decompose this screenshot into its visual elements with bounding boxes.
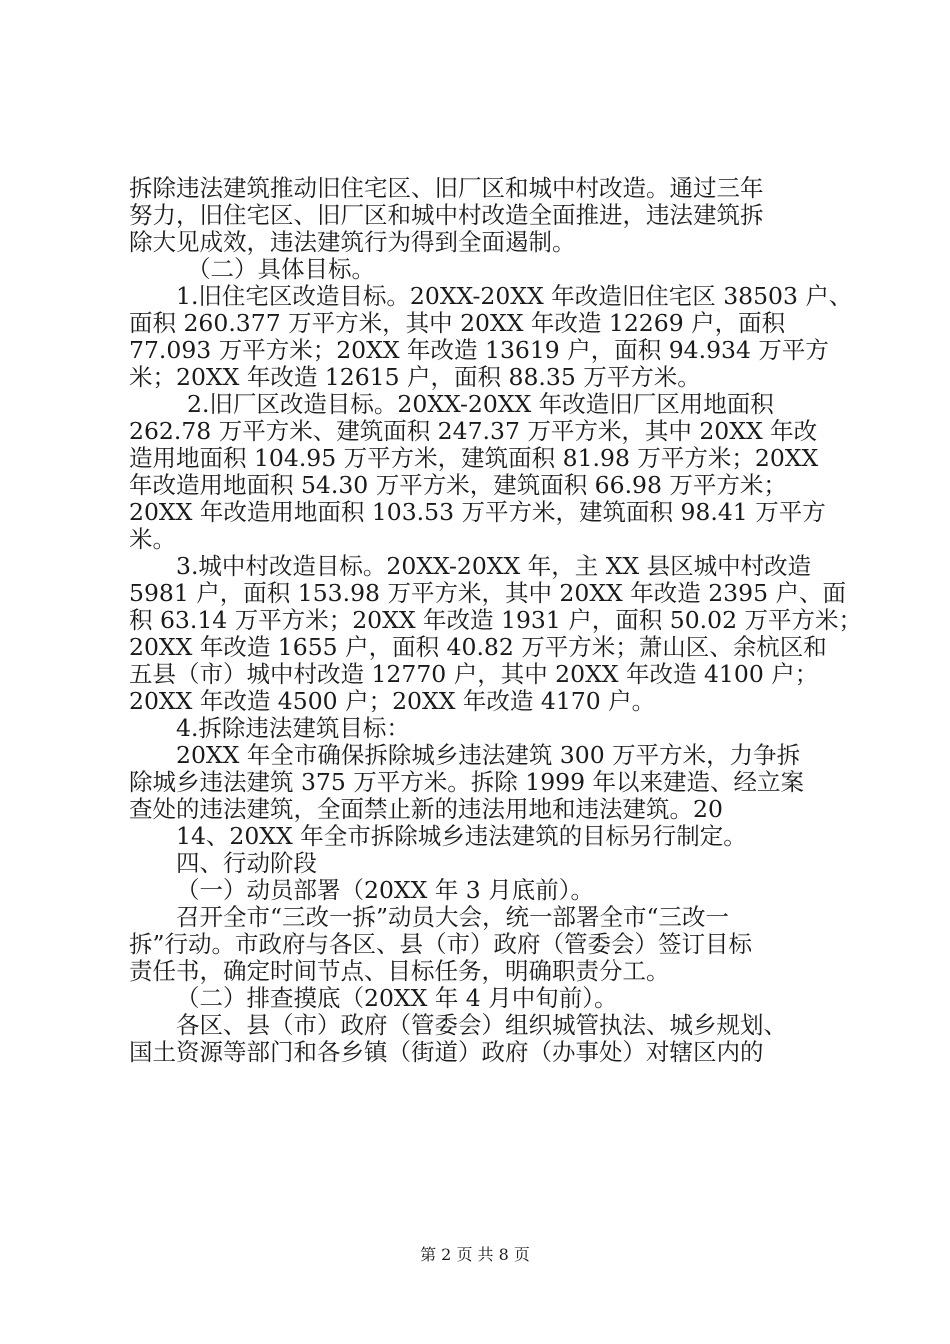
body-line: 77.093 万平方米；20XX 年改造 13619 户，面积 94.934 万平方	[129, 336, 829, 364]
body-line: 除城乡违法建筑 375 万平方米。拆除 1999 年以来建造、经立案	[129, 768, 805, 796]
paragraph-start: 14、20XX 年全市拆除城乡违法建筑的目标另行制定。	[176, 822, 747, 850]
paragraph-start: 3.城中村改造目标。20XX-20XX 年，主 XX 县区城中村改造	[176, 552, 812, 580]
paragraph-start: 召开全市“三改一拆”动员大会，统一部署全市“三改一	[176, 903, 730, 931]
paragraph-start: 4.拆除违法建筑目标：	[176, 714, 410, 742]
body-line: 20XX 年改造 1655 户，面积 40.82 万平方米；萧山区、余杭区和	[129, 633, 827, 661]
body-line: 262.78 万平方米、建筑面积 247.37 万平方米，其中 20XX 年改	[129, 417, 818, 445]
body-line: 年改造用地面积 54.30 万平方米，建筑面积 66.98 万平方米；	[129, 471, 787, 499]
paragraph-start: 各区、县（市）政府（管委会）组织城管执法、城乡规划、	[176, 1011, 787, 1039]
page-footer: 第 2 页 共 8 页	[420, 1245, 530, 1264]
paragraph-start: 1.旧住宅区改造目标。20XX-20XX 年改造旧住宅区 38503 户、	[176, 282, 853, 310]
body-line: 面积 260.377 万平方米，其中 20XX 年改造 12269 户，面积	[129, 309, 786, 337]
body-line: 努力，旧住宅区、旧厂区和城中村改造全面推进，违法建筑拆	[129, 201, 764, 229]
body-line: 拆除违法建筑推动旧住宅区、旧厂区和城中村改造。通过三年	[129, 174, 764, 202]
body-line: 20XX 年改造用地面积 103.53 万平方米，建筑面积 98.41 万平方	[129, 498, 826, 526]
section-heading: 四、行动阶段	[176, 849, 317, 877]
section-heading: （一）动员部署（20XX 年 3 月底前）。	[176, 876, 594, 904]
body-line: 米。	[129, 525, 176, 553]
body-line: 造用地面积 104.95 万平方米，建筑面积 81.98 万平方米；20XX	[129, 444, 819, 472]
body-line: 国土资源等部门和各乡镇（街道）政府（办事处）对辖区内的	[129, 1038, 764, 1066]
body-line: 责任书，确定时间节点、目标任务，明确职责分工。	[129, 957, 670, 985]
body-line: 拆”行动。市政府与各区、县（市）政府（管委会）签订目标	[129, 930, 753, 958]
body-line: 除大见成效，违法建筑行为得到全面遏制。	[129, 228, 576, 256]
paragraph-start: 2.旧厂区改造目标。20XX-20XX 年改造旧厂区用地面积	[187, 390, 774, 418]
paragraph-start: 20XX 年全市确保拆除城乡违法建筑 300 万平方米，力争拆	[176, 741, 801, 769]
body-line: 米；20XX 年改造 12615 户，面积 88.35 万平方米。	[129, 363, 701, 391]
body-line: 5981 户，面积 153.98 万平方米，其中 20XX 年改造 2395 户、面	[129, 579, 846, 607]
body-line: 20XX 年改造 4500 户；20XX 年改造 4170 户。	[129, 687, 656, 715]
body-line: 五县（市）城中村改造 12770 户，其中 20XX 年改造 4100 户；	[129, 660, 819, 688]
document-body	[129, 174, 863, 1066]
section-heading: （二）排查摸底（20XX 年 4 月中旬前）。	[176, 984, 618, 1012]
body-line: 积 63.14 万平方米；20XX 年改造 1931 户，面积 50.02 万平方米；	[129, 606, 863, 634]
body-line: 查处的违法建筑，全面禁止新的违法用地和违法建筑。20	[129, 795, 723, 823]
section-heading: （二）具体目标。	[187, 255, 375, 283]
